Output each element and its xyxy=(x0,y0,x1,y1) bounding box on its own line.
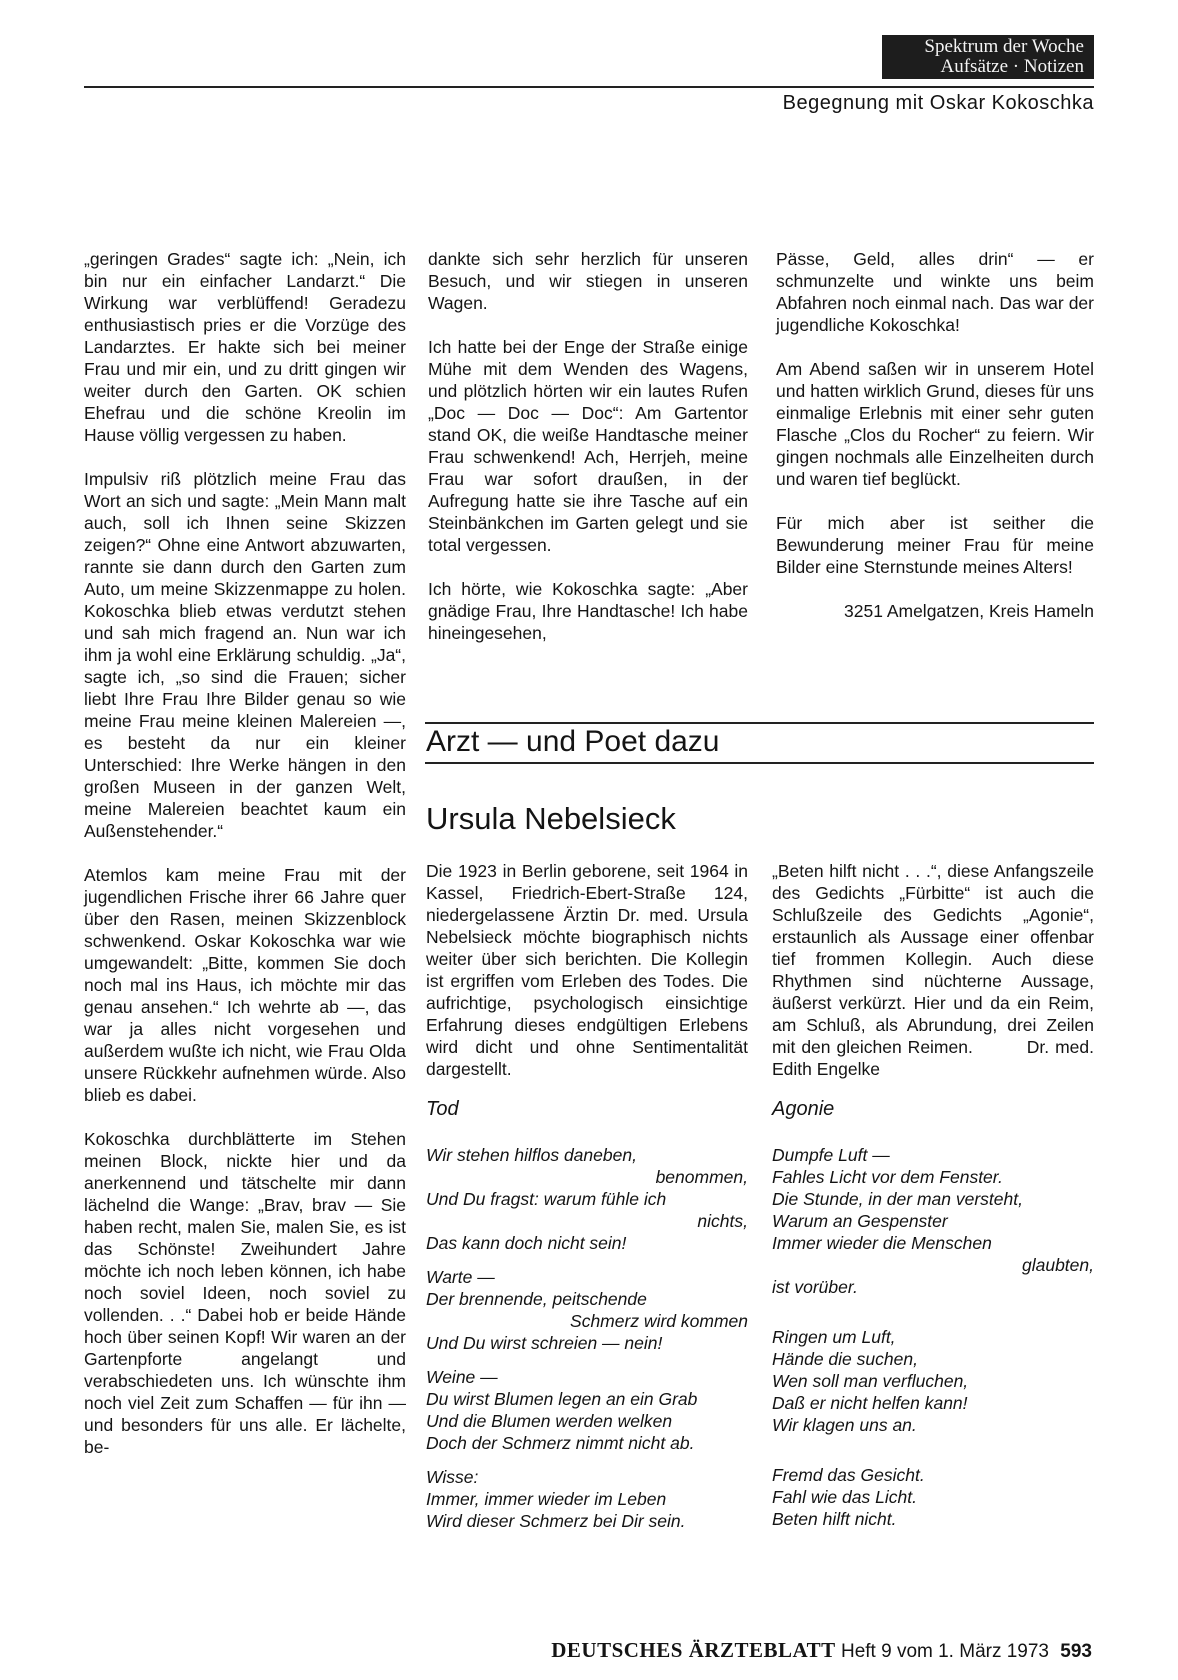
poem-line: Wir stehen hilflos daneben, xyxy=(426,1145,637,1165)
poem-line: Beten hilft nicht. xyxy=(772,1509,897,1529)
poem-line: Warum an Gespenster xyxy=(772,1211,948,1231)
page-number: 593 xyxy=(1060,1641,1092,1662)
paragraph: Am Abend saßen wir in unserem Hotel und hatten wirklich Grund, dieses für uns einmalige Erlebnis mit einer sehr guten Flasche „Clos du Rocher“ zu feiern. Wir gingen nochmals alle Einzelheiten durch und waren tief beglückt. xyxy=(776,359,1094,489)
poem-line: Und Du fragst: warum fühle ich xyxy=(426,1189,667,1209)
article1-column-1 xyxy=(84,248,406,1458)
poem-line: Immer wieder die Menschen xyxy=(772,1233,992,1253)
paragraph: Ich hörte, wie Kokoschka sagte: „Aber gnädige Frau, Ihre Handtasche! Ich habe hineingesehen, xyxy=(428,579,748,643)
paragraph: dankte sich sehr herzlich für unseren Besuch, und wir stiegen in unseren Wagen. xyxy=(428,249,748,313)
poem-line: Die Stunde, in der man versteht, xyxy=(772,1189,1023,1209)
poem-line: Daß er nicht helfen kann! xyxy=(772,1393,968,1413)
paragraph: Impulsiv riß plötzlich meine Frau das Wort an sich und sagte: „Mein Mann malt auch, soll ich Ihnen seine Skizzen zeigen?“ Ohne eine Antwort abzuwarten, rannte sie dann durch den Garten zum Auto, um meine Skizzenmappe zu holen. Kokoschka blieb etwas verdutzt stehen und sah mich fragend an. Nun war ich ihm ja wohl eine Erklärung schuldig. „Ja“, sagte ich, „so sind die Frauen; sicher liebt Ihre Frau Ihre Bilder genau so wie meine Frau meine kleinen Malereien —, es besteht da nur ein kleiner Unterschied: Ihre Werke hängen in den großen Museen in der ganzen Welt, meine Malereien beachtet kaum ein Außenstehender.“ xyxy=(84,469,406,841)
poem-line: Fremd das Gesicht. xyxy=(772,1465,925,1485)
paragraph: Pässe, Geld, alles drin“ — er schmunzelte und winkte uns beim Abfahren noch einmal nach. Das war der jugendliche Kokoschka! xyxy=(776,249,1094,335)
paragraph: Kokoschka durchblätterte im Stehen meinen Block, nickte hier und da anerkennend und tätschelte mir dann lächelnd die Wange: „Brav, brav — Sie haben recht, malen Sie, malen Sie, es ist das Schönste! Zweihundert Jahre möchte ich noch leben können, ich habe noch soviel Ideen, noch soviel zu vollenden. . .“ Dabei hob er beide Hände hoch über seinen Kopf! Wir waren an der Gartenpforte angelangt und verabschiedeten uns. Ich wünschte ihm noch viel Zeit zum Schaffen — für ihn — und besonders für uns alle. Er lächelte, be- xyxy=(84,1129,406,1457)
badge-line-1: Spektrum der Woche xyxy=(924,36,1084,57)
badge-line-2: Aufsätze · Notizen xyxy=(940,56,1084,77)
poem-title-agonie: Agonie xyxy=(772,1098,835,1120)
article2-column-left xyxy=(426,860,748,1532)
paragraph: Ich hatte bei der Enge der Straße einige Mühe mit dem Wenden des Wagens, und plötzlich hörten wir ein lautes Rufen „Doc — Doc — Doc“: Am Gartentor stand OK, die weiße Handtasche meiner Frau schwenkend! Ach, Herrjeh, meine Frau war sofort draußen, in der Aufregung hatte sie ihre Tasche auf ein Steinbänkchen im Garten gelegt und sie total vergessen. xyxy=(428,337,748,555)
article2-column-right xyxy=(772,860,1094,1530)
paragraph: Atemlos kam meine Frau mit der jugendlichen Frische ihrer 66 Jahre quer über den Rasen, meinen Skizzenblock schwenkend. Oskar Kokoschka war wie umgewandelt: „Bitte, kommen Sie doch noch mal ins Haus, ich möchte mir das genau ansehen.“ Ich wehrte ab —, das war ja alles nicht vorgesehen und außerdem wußte ich nicht, wie Frau Olda unsere Rückkehr aufnehmen würde. Also blieb es dabei. xyxy=(84,865,406,1105)
poem-line: Fahl wie das Licht. xyxy=(772,1487,917,1507)
paragraph: Für mich aber ist seither die Bewunderung meiner Frau für meine Bilder eine Sternstunde meines Alters! xyxy=(776,513,1094,577)
poem-line: Und Du wirst schreien — nein! xyxy=(426,1333,663,1353)
section-badge xyxy=(882,35,1094,79)
poem-line: Und die Blumen werden welken xyxy=(426,1411,673,1431)
poem-line: Der brennende, peitschende xyxy=(426,1289,647,1309)
reviewer-name: Dr. med. Edith Engelke xyxy=(772,1037,1094,1079)
poem-line: nichts, xyxy=(697,1211,748,1231)
article1-column-3 xyxy=(776,248,1094,622)
poem-line: Wir klagen uns an. xyxy=(772,1415,917,1435)
journal-name: DEUTSCHES ÄRZTEBLATT xyxy=(551,1638,836,1662)
author-signature: 3251 Amelgatzen, Kreis Hameln xyxy=(844,601,1094,621)
poem-line: Doch der Schmerz nimmt nicht ab. xyxy=(426,1433,695,1453)
issue-info: Heft 9 vom 1. März 1973 xyxy=(840,1641,1050,1662)
poem-line: Weine — xyxy=(426,1367,498,1387)
intro-text: „Beten hilft nicht . . .“, diese Anfangszeile des Gedichts „Fürbitte“ ist auch die Schlußzeile des Gedichts „Agonie“, erstaunlich als Aussage einer offenbar tief frommen Kollegin. Auch diese Rhythmen sind nüchterne Aussage, äußerst verkürzt. Hier und da ein Reim, am Schluß, als Abrundung, drei Zeilen mit den gleichen Reimen. xyxy=(772,861,1094,1057)
poem-line: Schmerz wird kommen xyxy=(570,1311,748,1331)
paragraph: „geringen Grades“ sagte ich: „Nein, ich bin nur ein einfacher Landarzt.“ Die Wirkung war verblüffend! Geradezu enthusiastisch pries er die Vorzüge des Landarztes. Er hakte sich bei meiner Frau und mir ein, und zu dritt gingen wir weiter durch den Garten. OK schien Ehefrau und die schöne Kreolin im Hause völlig vergessen zu haben. xyxy=(84,249,406,445)
article2-author: Ursula Nebelsieck xyxy=(426,801,676,836)
intro-paragraph xyxy=(772,860,1094,1080)
section-heading: Begegnung mit Oskar Kokoschka xyxy=(782,92,1094,114)
header-rule xyxy=(84,86,1094,88)
poem-line: glaubten, xyxy=(1021,1255,1094,1275)
poem-line: Hände die suchen, xyxy=(772,1349,918,1369)
poem-line: ist vorüber. xyxy=(772,1277,858,1297)
poem-line: Wisse: xyxy=(426,1467,479,1487)
intro-paragraph: Die 1923 in Berlin geborene, seit 1964 in Kassel, Friedrich-Ebert-Straße 124, niedergelassene Ärztin Dr. med. Ursula Nebelsieck möchte biographisch nichts weiter über sich berichten. Die Kollegin ist ergriffen vom Erleben des Todes. Die aufrichtige, psychologisch einsichtige Erfahrung dieses endgültigen Erlebens wird dicht und ohne Sentimentalität dargestellt. xyxy=(426,861,748,1079)
poem-line: Das kann doch nicht sein! xyxy=(426,1233,627,1253)
poem-line: Du wirst Blumen legen an ein Grab xyxy=(426,1389,698,1409)
article1-column-2 xyxy=(428,248,748,644)
poem-line: benommen, xyxy=(655,1167,748,1187)
poem-line: Fahles Licht vor dem Fenster. xyxy=(772,1167,1003,1187)
page-footer xyxy=(551,1638,1092,1664)
poem-line: Wen soll man verfluchen, xyxy=(772,1371,969,1391)
poem-tod xyxy=(426,1144,748,1532)
poem-title-tod: Tod xyxy=(426,1098,459,1120)
poem-line: Immer, immer wieder im Leben xyxy=(426,1489,667,1509)
poem-line: Dumpfe Luft — xyxy=(772,1145,890,1165)
headline-rule-bottom xyxy=(425,762,1094,764)
poem-line: Ringen um Luft, xyxy=(772,1327,896,1347)
poem-line: Wird dieser Schmerz bei Dir sein. xyxy=(426,1511,686,1531)
article2-headline: Arzt — und Poet dazu xyxy=(426,725,720,758)
poem-agonie xyxy=(772,1144,1094,1530)
poem-line: Warte — xyxy=(426,1267,495,1287)
